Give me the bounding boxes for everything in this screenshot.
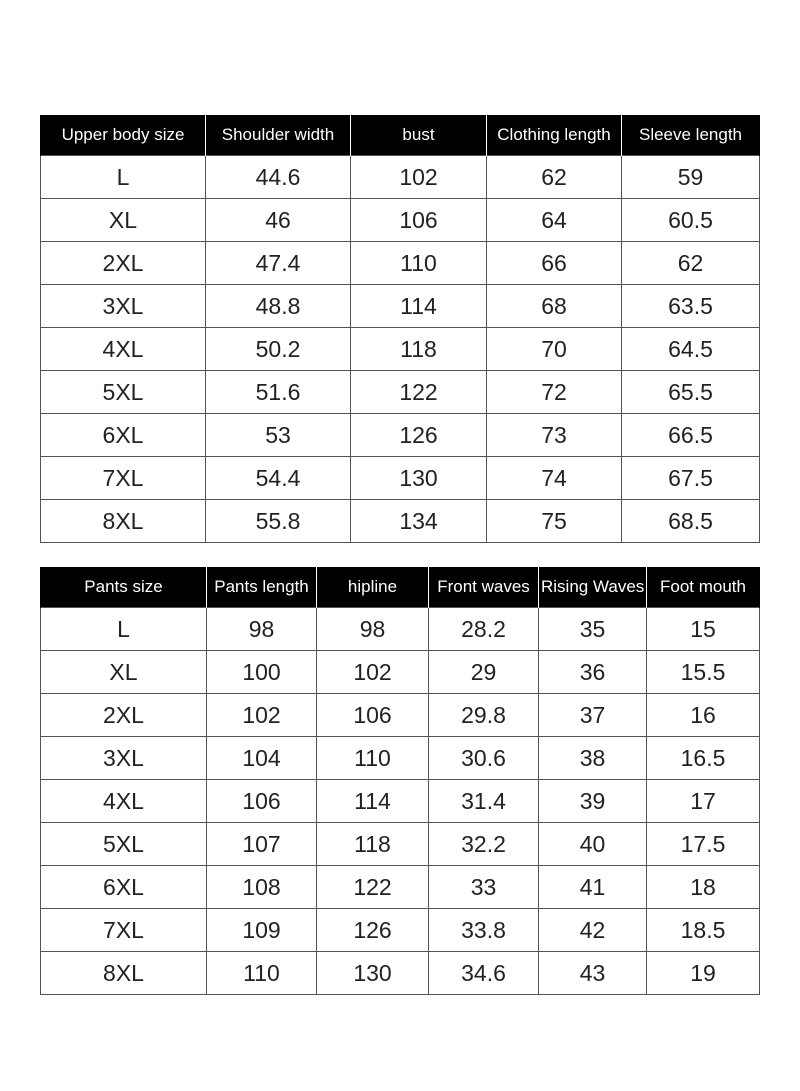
upper-value-cell: 53 bbox=[206, 414, 351, 457]
pants-column-header: Rising Waves bbox=[539, 567, 647, 608]
upper-value-cell: 118 bbox=[351, 328, 487, 371]
upper-value-cell: 55.8 bbox=[206, 500, 351, 543]
pants-value-cell: 28.2 bbox=[429, 608, 539, 651]
upper-size-cell: 4XL bbox=[41, 328, 206, 371]
upper-table-row bbox=[41, 457, 760, 500]
pants-table-row bbox=[41, 737, 760, 780]
pants-size-cell: 6XL bbox=[41, 866, 207, 909]
upper-value-cell: 62 bbox=[487, 156, 622, 199]
upper-value-cell: 44.6 bbox=[206, 156, 351, 199]
pants-column-header: Pants length bbox=[207, 567, 317, 608]
upper-value-cell: 73 bbox=[487, 414, 622, 457]
pants-value-cell: 35 bbox=[539, 608, 647, 651]
pants-value-cell: 16.5 bbox=[647, 737, 760, 780]
pants-value-cell: 39 bbox=[539, 780, 647, 823]
upper-value-cell: 47.4 bbox=[206, 242, 351, 285]
pants-table-row bbox=[41, 694, 760, 737]
pants-size-cell: XL bbox=[41, 651, 207, 694]
upper-size-cell: 6XL bbox=[41, 414, 206, 457]
pants-value-cell: 18 bbox=[647, 866, 760, 909]
pants-value-cell: 104 bbox=[207, 737, 317, 780]
upper-value-cell: 64.5 bbox=[622, 328, 760, 371]
pants-value-cell: 130 bbox=[317, 952, 429, 995]
upper-value-cell: 60.5 bbox=[622, 199, 760, 242]
pants-value-cell: 118 bbox=[317, 823, 429, 866]
upper-size-cell: 8XL bbox=[41, 500, 206, 543]
pants-value-cell: 108 bbox=[207, 866, 317, 909]
pants-value-cell: 43 bbox=[539, 952, 647, 995]
pants-table-row bbox=[41, 823, 760, 866]
upper-table-row bbox=[41, 156, 760, 199]
pants-size-cell: L bbox=[41, 608, 207, 651]
pants-value-cell: 110 bbox=[207, 952, 317, 995]
pants-table-row bbox=[41, 780, 760, 823]
pants-value-cell: 109 bbox=[207, 909, 317, 952]
upper-value-cell: 130 bbox=[351, 457, 487, 500]
upper-value-cell: 72 bbox=[487, 371, 622, 414]
upper-size-cell: 3XL bbox=[41, 285, 206, 328]
pants-table-row bbox=[41, 952, 760, 995]
upper-value-cell: 48.8 bbox=[206, 285, 351, 328]
upper-table-row bbox=[41, 285, 760, 328]
pants-value-cell: 102 bbox=[317, 651, 429, 694]
upper-value-cell: 66.5 bbox=[622, 414, 760, 457]
upper-value-cell: 64 bbox=[487, 199, 622, 242]
pants-column-header: Front waves bbox=[429, 567, 539, 608]
pants-value-cell: 42 bbox=[539, 909, 647, 952]
pants-value-cell: 29 bbox=[429, 651, 539, 694]
pants-size-cell: 4XL bbox=[41, 780, 207, 823]
pants-value-cell: 98 bbox=[317, 608, 429, 651]
pants-size-cell: 3XL bbox=[41, 737, 207, 780]
pants-value-cell: 106 bbox=[317, 694, 429, 737]
upper-table-row bbox=[41, 500, 760, 543]
upper-value-cell: 126 bbox=[351, 414, 487, 457]
upper-value-cell: 106 bbox=[351, 199, 487, 242]
upper-table-row bbox=[41, 371, 760, 414]
pants-value-cell: 29.8 bbox=[429, 694, 539, 737]
upper-body-size-table bbox=[40, 115, 760, 543]
upper-value-cell: 59 bbox=[622, 156, 760, 199]
upper-value-cell: 110 bbox=[351, 242, 487, 285]
pants-value-cell: 31.4 bbox=[429, 780, 539, 823]
pants-value-cell: 37 bbox=[539, 694, 647, 737]
pants-table-body bbox=[41, 608, 760, 995]
upper-column-header: Clothing length bbox=[487, 115, 622, 156]
upper-value-cell: 63.5 bbox=[622, 285, 760, 328]
pants-column-header: hipline bbox=[317, 567, 429, 608]
upper-value-cell: 65.5 bbox=[622, 371, 760, 414]
upper-column-header: Upper body size bbox=[41, 115, 206, 156]
pants-column-header: Foot mouth bbox=[647, 567, 760, 608]
pants-table-row bbox=[41, 909, 760, 952]
upper-value-cell: 74 bbox=[487, 457, 622, 500]
upper-column-header: Shoulder width bbox=[206, 115, 351, 156]
upper-table-header bbox=[41, 115, 760, 156]
upper-value-cell: 122 bbox=[351, 371, 487, 414]
upper-table-body bbox=[41, 156, 760, 543]
pants-value-cell: 34.6 bbox=[429, 952, 539, 995]
upper-value-cell: 70 bbox=[487, 328, 622, 371]
upper-table-row bbox=[41, 414, 760, 457]
upper-value-cell: 68.5 bbox=[622, 500, 760, 543]
pants-size-table bbox=[40, 567, 760, 995]
pants-size-cell: 8XL bbox=[41, 952, 207, 995]
upper-table-row bbox=[41, 242, 760, 285]
pants-size-cell: 7XL bbox=[41, 909, 207, 952]
pants-value-cell: 110 bbox=[317, 737, 429, 780]
pants-value-cell: 36 bbox=[539, 651, 647, 694]
upper-value-cell: 66 bbox=[487, 242, 622, 285]
pants-value-cell: 126 bbox=[317, 909, 429, 952]
pants-value-cell: 17.5 bbox=[647, 823, 760, 866]
upper-value-cell: 50.2 bbox=[206, 328, 351, 371]
pants-value-cell: 40 bbox=[539, 823, 647, 866]
pants-column-header: Pants size bbox=[41, 567, 207, 608]
upper-value-cell: 75 bbox=[487, 500, 622, 543]
upper-column-header: bust bbox=[351, 115, 487, 156]
upper-size-cell: XL bbox=[41, 199, 206, 242]
upper-value-cell: 62 bbox=[622, 242, 760, 285]
pants-value-cell: 98 bbox=[207, 608, 317, 651]
upper-size-cell: 2XL bbox=[41, 242, 206, 285]
pants-value-cell: 33.8 bbox=[429, 909, 539, 952]
pants-value-cell: 19 bbox=[647, 952, 760, 995]
pants-value-cell: 41 bbox=[539, 866, 647, 909]
pants-value-cell: 33 bbox=[429, 866, 539, 909]
pants-table-header bbox=[41, 567, 760, 608]
upper-value-cell: 67.5 bbox=[622, 457, 760, 500]
pants-value-cell: 15.5 bbox=[647, 651, 760, 694]
pants-value-cell: 100 bbox=[207, 651, 317, 694]
upper-value-cell: 134 bbox=[351, 500, 487, 543]
pants-size-cell: 2XL bbox=[41, 694, 207, 737]
pants-value-cell: 107 bbox=[207, 823, 317, 866]
pants-value-cell: 15 bbox=[647, 608, 760, 651]
pants-value-cell: 102 bbox=[207, 694, 317, 737]
pants-value-cell: 16 bbox=[647, 694, 760, 737]
upper-value-cell: 102 bbox=[351, 156, 487, 199]
pants-table-row bbox=[41, 608, 760, 651]
upper-size-cell: L bbox=[41, 156, 206, 199]
pants-value-cell: 38 bbox=[539, 737, 647, 780]
pants-table-row bbox=[41, 651, 760, 694]
pants-size-cell: 5XL bbox=[41, 823, 207, 866]
upper-size-cell: 5XL bbox=[41, 371, 206, 414]
upper-table-row bbox=[41, 199, 760, 242]
upper-size-cell: 7XL bbox=[41, 457, 206, 500]
pants-table-row bbox=[41, 866, 760, 909]
upper-value-cell: 54.4 bbox=[206, 457, 351, 500]
pants-value-cell: 30.6 bbox=[429, 737, 539, 780]
upper-table-row bbox=[41, 328, 760, 371]
upper-value-cell: 46 bbox=[206, 199, 351, 242]
upper-table-header-row bbox=[41, 115, 760, 156]
pants-value-cell: 18.5 bbox=[647, 909, 760, 952]
pants-value-cell: 106 bbox=[207, 780, 317, 823]
upper-column-header: Sleeve length bbox=[622, 115, 760, 156]
pants-value-cell: 32.2 bbox=[429, 823, 539, 866]
upper-value-cell: 51.6 bbox=[206, 371, 351, 414]
pants-value-cell: 17 bbox=[647, 780, 760, 823]
upper-value-cell: 114 bbox=[351, 285, 487, 328]
pants-value-cell: 114 bbox=[317, 780, 429, 823]
pants-table-header-row bbox=[41, 567, 760, 608]
pants-value-cell: 122 bbox=[317, 866, 429, 909]
upper-value-cell: 68 bbox=[487, 285, 622, 328]
